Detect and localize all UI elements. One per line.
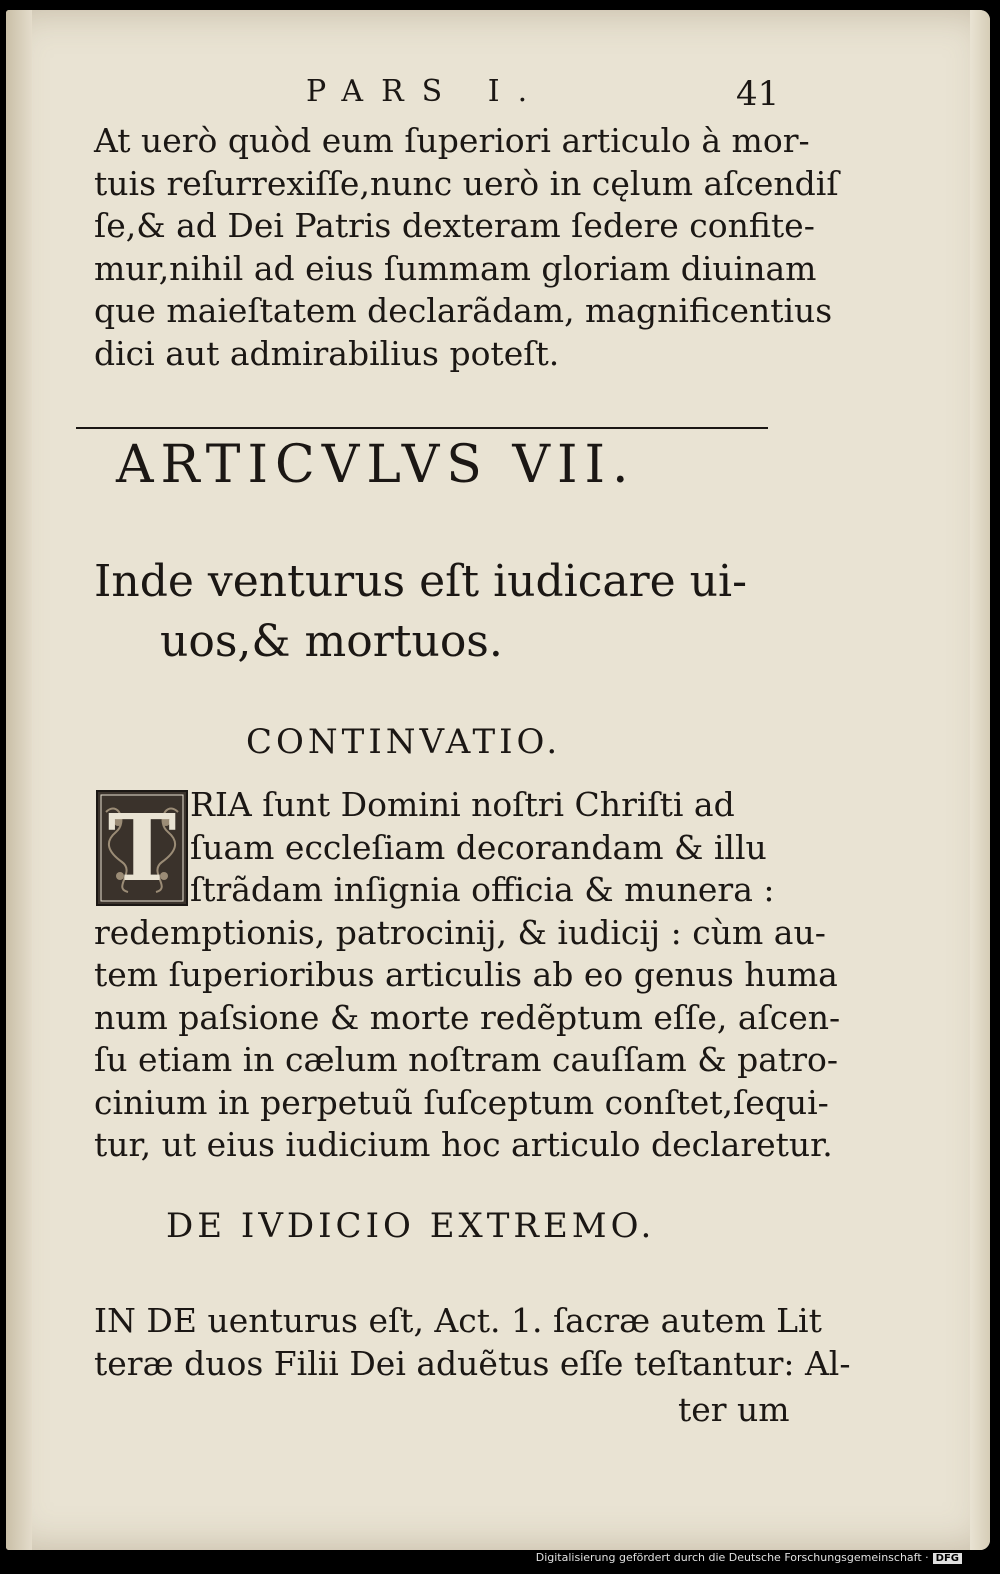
page-spine-shadow [6,10,32,1550]
text-line: At uerò quòd eum ſuperiori articulo à mor- [94,121,810,160]
top-paragraph [94,120,839,375]
page-edge-shadow [970,10,990,1550]
footer-text: Digitalisierung gefördert durch die Deutsche Forschungsgemeinschaft · [535,1551,929,1564]
text-line: tem ſuperioribus articulis ab eo genus huma [94,955,838,994]
book-page [6,10,990,1550]
text-line: ſuam eccleſiam decorandam & illu [190,827,767,867]
dropcap-letter: T [107,794,177,902]
dfg-logo: DFG [933,1553,962,1564]
text-line: ſtrãdam inſignia officia & munera : [190,870,775,909]
text-line: mur,nihil ad eius ſummam gloriam diuinam [94,248,817,288]
page-number: 41 [736,74,780,114]
article-text [94,552,747,672]
digitization-footer [536,1551,962,1564]
continuatio-heading: CONTINVATIO. [246,722,562,762]
continuatio-paragraph [94,784,841,1167]
text-line: teræ duos Filii Dei aduẽtus eſſe teſtantur: Al- [94,1343,851,1383]
text-line: RIA ſunt Domini noſtri Chriſti ad [190,785,735,824]
text-line: num paſsione & morte redẽptum eſſe, aſcen- [94,997,841,1037]
text-line: ſe,& ad Dei Patris dexteram ſedere confite- [94,206,815,245]
de-iudicio-heading: DE IVDICIO EXTREMO. [166,1206,656,1246]
text-line: que maieſtatem declarãdam, magnificentius [94,291,833,330]
de-iudicio-paragraph [94,1300,851,1385]
text-line: dici aut admirabilius poteſt. [94,333,560,373]
article-text-line: uos,& mortuos. [160,616,503,667]
text-line: cinium in perpetuũ ſuſceptum conſtet,ſequi- [94,1082,829,1122]
text-line: tur, ut eius iudicium hoc articulo declaretur. [94,1125,833,1164]
text-line: ſu etiam in cælum noſtram cauſſam & patro- [94,1040,838,1079]
running-head: PARS I. [306,74,546,109]
text-line: IN DE uenturus eſt, Act. 1. ſacræ autem Lit [94,1301,822,1340]
text-line: tuis reſurrexiſſe,nunc uerò in cęlum aſcendiſ [94,163,839,203]
text-line: redemptionis, patrocinij, & iudicij : cùm au- [94,912,826,952]
section-rule [76,427,768,429]
article-text-line: Inde venturus eſt iudicare ui- [94,556,747,607]
article-title: ARTICVLVS VII. [116,435,636,495]
catchword: ter um [678,1390,790,1429]
